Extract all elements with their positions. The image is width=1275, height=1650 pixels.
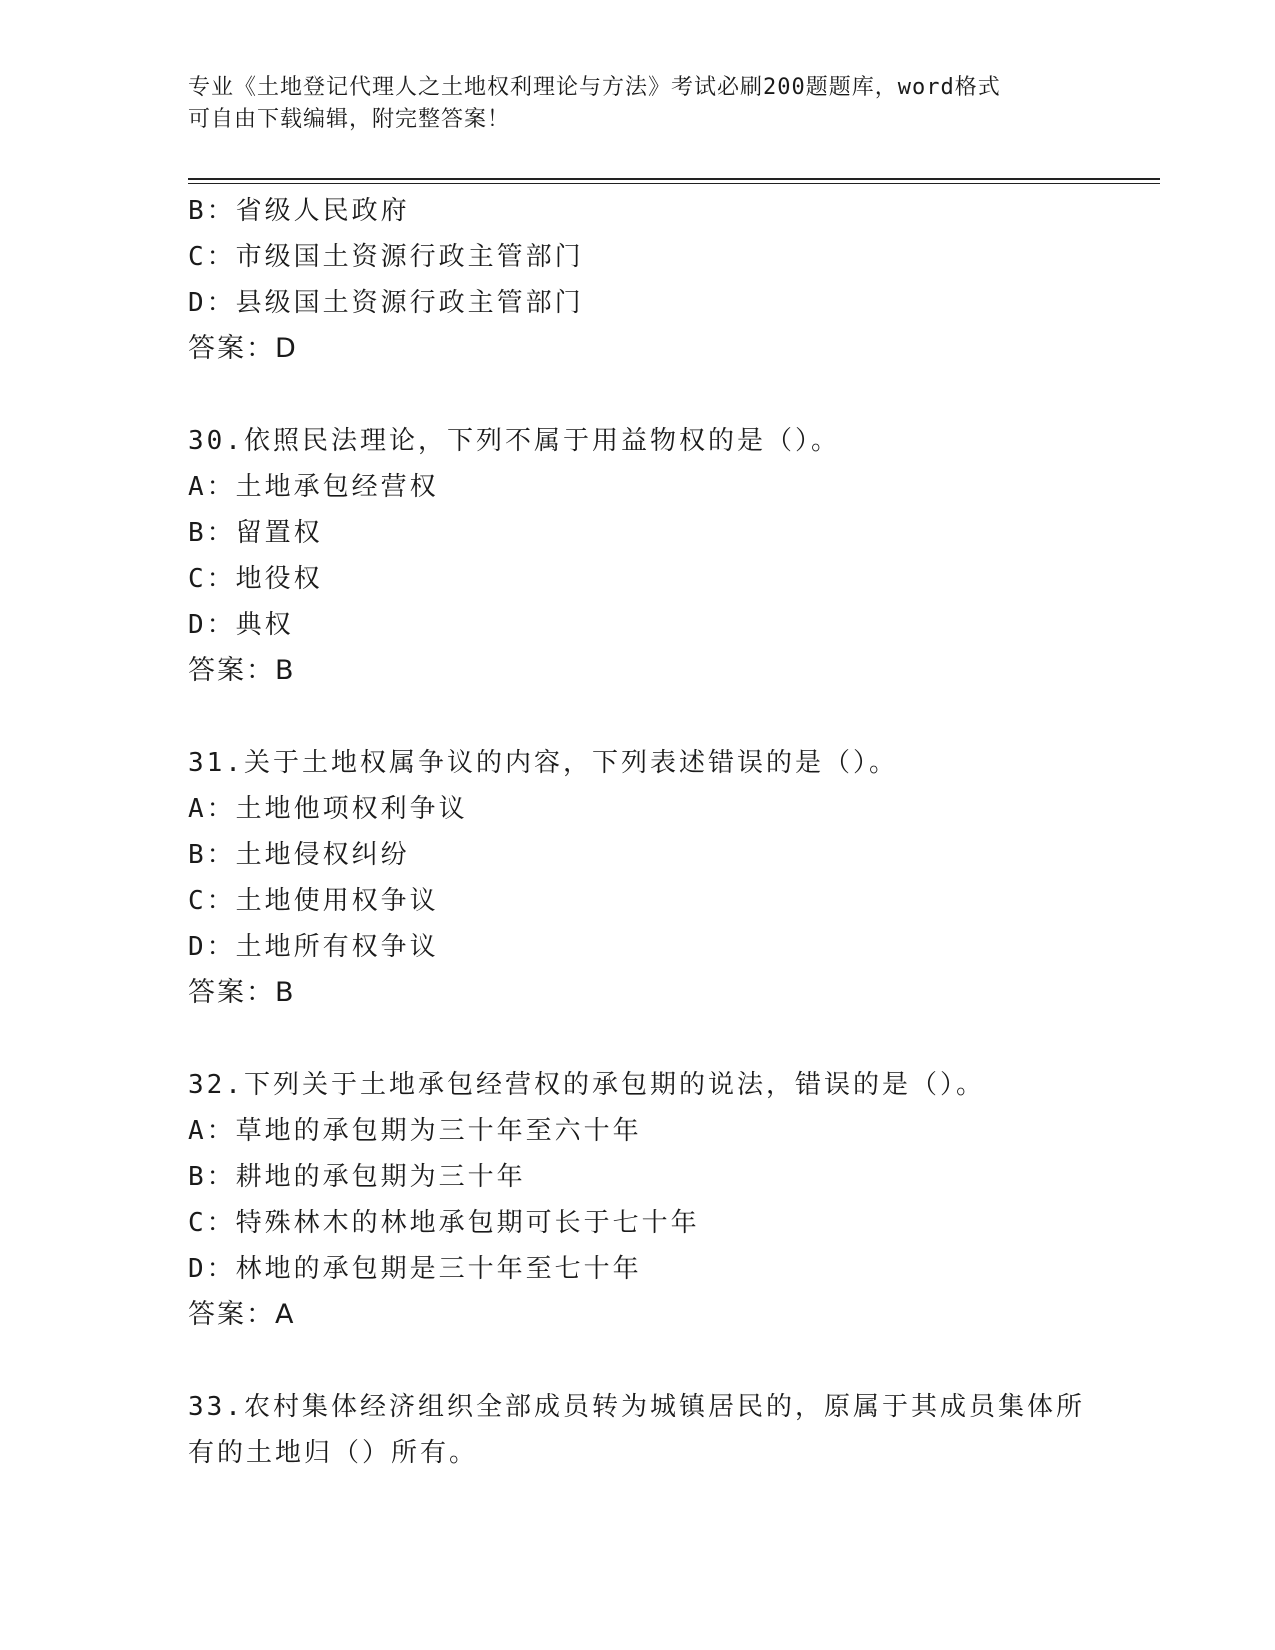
header-line-1: 专业《土地登记代理人之土地权利理论与方法》考试必刷200题题库，word格式: [188, 75, 1001, 100]
option-b: B：耕地的承包期为三十年: [188, 1162, 526, 1192]
question-stem-line-1: 33.农村集体经济组织全部成员转为城镇居民的，原属于其成员集体所: [188, 1392, 1085, 1422]
header-line-2: 可自由下载编辑，附完整答案！: [188, 107, 511, 132]
option-d: D：典权: [188, 610, 294, 640]
spacer: [188, 694, 1160, 740]
option-d: D：土地所有权争议: [188, 932, 439, 962]
option-d: D：林地的承包期是三十年至七十年: [188, 1254, 642, 1284]
answer-label: 答案：D: [188, 333, 298, 364]
question-30: [188, 418, 1160, 694]
question-list: [188, 188, 1160, 1476]
option-a: A：草地的承包期为三十年至六十年: [188, 1116, 642, 1146]
option-a: A：土地他项权利争议: [188, 794, 468, 824]
spacer: [188, 1338, 1160, 1384]
header-rule-thick: [188, 178, 1160, 180]
question-stem-line-2: 有的土地归（）所有。: [188, 1438, 479, 1468]
question-stem: 31.关于土地权属争议的内容，下列表述错误的是（）。: [188, 748, 898, 778]
option-c: C：土地使用权争议: [188, 886, 439, 916]
option-b: B：留置权: [188, 518, 323, 548]
question-32: [188, 1062, 1160, 1338]
spacer: [188, 1016, 1160, 1062]
option-b: B：土地侵权纠纷: [188, 840, 410, 870]
option-a: A：土地承包经营权: [188, 472, 439, 502]
header-rule-thin: [188, 183, 1160, 184]
option-b: B：省级人民政府: [188, 196, 410, 226]
question-stem: 30.依照民法理论，下列不属于用益物权的是（）。: [188, 426, 840, 456]
spacer: [188, 372, 1160, 418]
question-stem: 32.下列关于土地承包经营权的承包期的说法，错误的是（）。: [188, 1070, 985, 1100]
option-c: C：特殊林木的林地承包期可长于七十年: [188, 1208, 700, 1238]
answer-label: 答案：B: [188, 977, 296, 1008]
option-d: D：县级国土资源行政主管部门: [188, 288, 584, 318]
document-header: [188, 72, 1088, 136]
question-29-continued: [188, 188, 1160, 372]
option-c: C：地役权: [188, 564, 323, 594]
option-c: C：市级国土资源行政主管部门: [188, 242, 584, 272]
question-33: [188, 1384, 1160, 1476]
answer-label: 答案：B: [188, 655, 296, 686]
question-31: [188, 740, 1160, 1016]
answer-label: 答案：A: [188, 1299, 296, 1330]
